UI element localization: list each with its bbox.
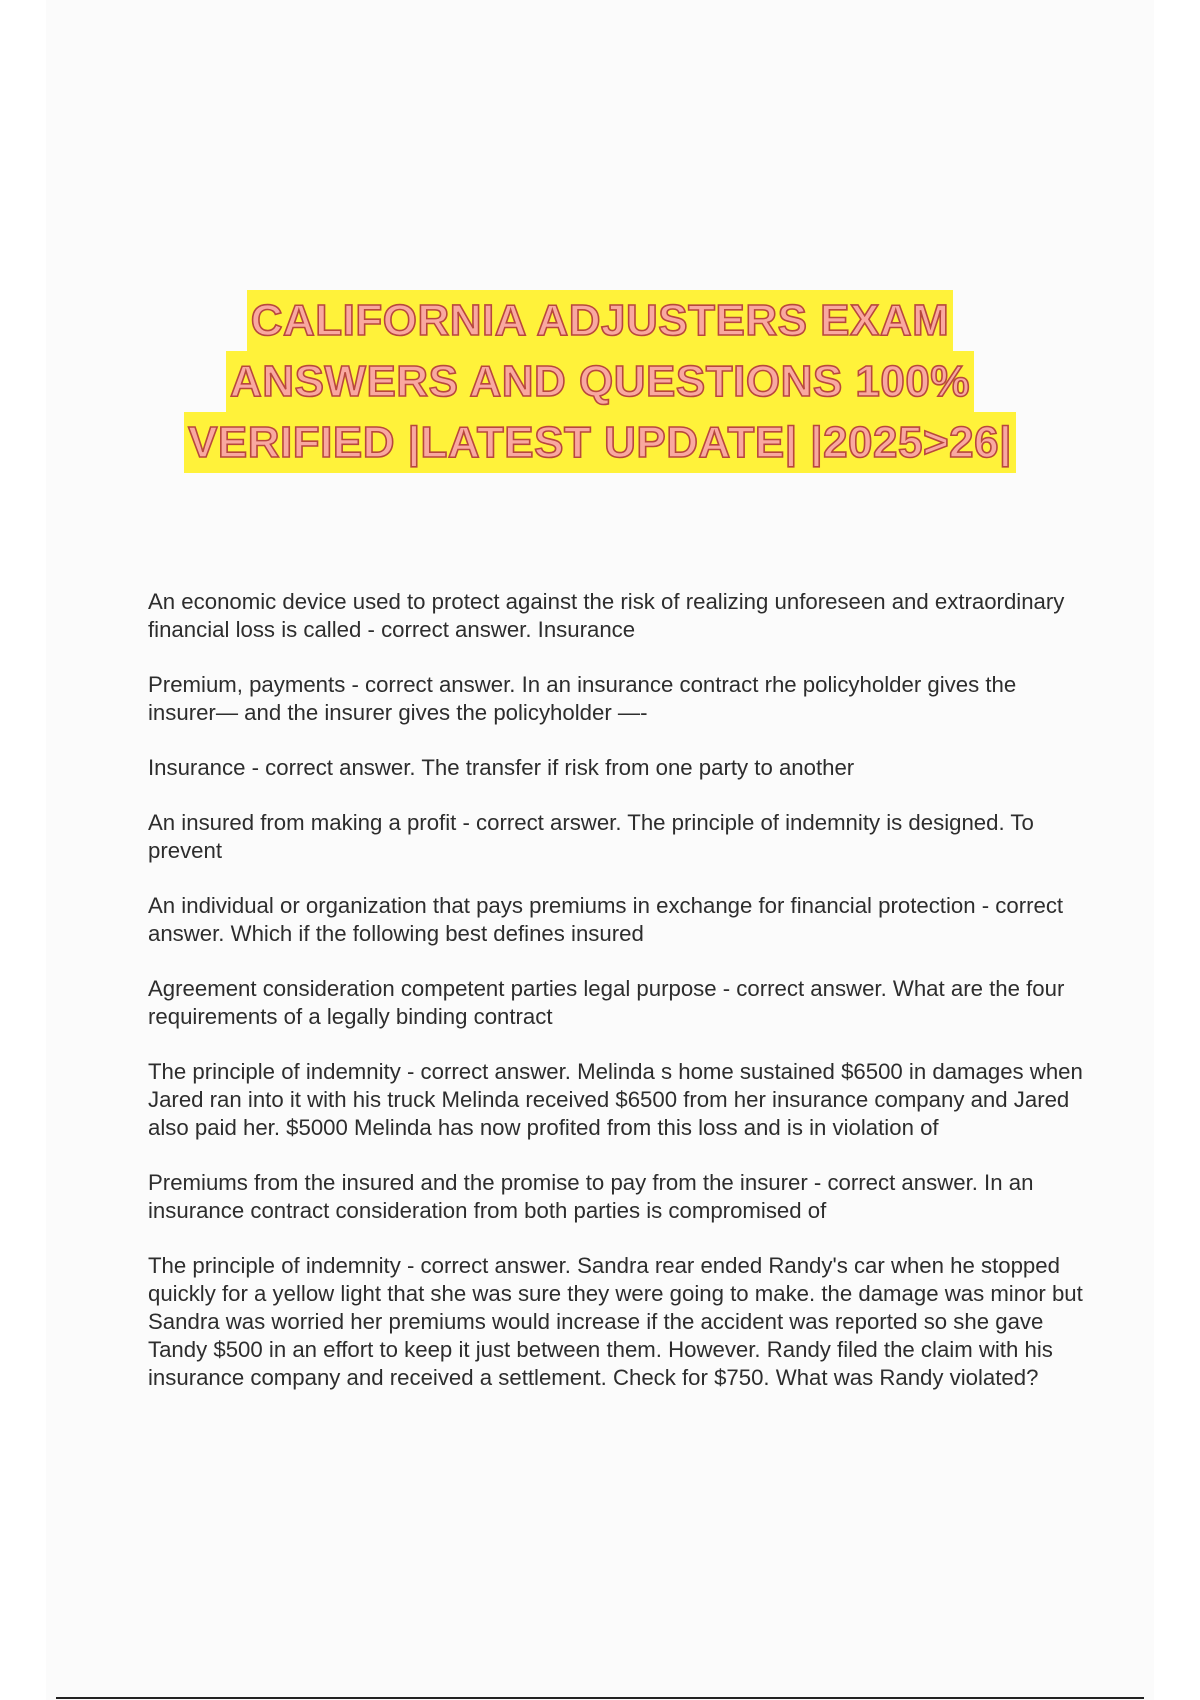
title-line-2: ANSWERS AND QUESTIONS 100%	[226, 351, 974, 412]
qa-item: An insured from making a profit - correct arswer. The principle of indemnity is designed. To prevent	[148, 810, 1034, 863]
document-title	[0, 290, 1200, 473]
qa-item: An economic device used to protect against the risk of realizing unforeseen and extraordinary financial loss is called - correct answer. Insurance	[148, 589, 1065, 642]
qa-item: An individual or organization that pays premiums in exchange for financial protection - correct answer. Which if the following best defines insured	[148, 893, 1064, 946]
qa-item: Premiums from the insured and the promise to pay from the insurer - correct answer. In an insurance contract consideration from both parties is compromised of	[148, 1170, 1034, 1223]
qa-item: Premium, payments - correct answer. In an insurance contract rhe policyholder gives the insurer— and the insurer gives the policyholder —-	[148, 672, 1017, 725]
qa-item: The principle of indemnity - correct answer. Sandra rear ended Randy's car when he stopped quickly for a yellow light that she was sure they were going to make. the damage was minor but Sandra was worried her premiums would increase if the accident was reported so she gave Tandy $500 in an effort to keep it just between them. However. Randy filed the claim with his insurance company and received a settlement. Check for $750. What was Randy violated?	[148, 1253, 1083, 1390]
qa-item: Insurance - correct answer. The transfer if risk from one party to another	[148, 755, 855, 780]
qa-item: The principle of indemnity - correct answer. Melinda s home sustained $6500 in damages when Jared ran into it with his truck Melinda received $6500 from her insurance company and Jared also paid her. $5000 Melinda has now profited from this loss and is in violation of	[148, 1059, 1083, 1140]
footer-divider	[56, 1697, 1144, 1699]
qa-item: Agreement consideration competent parties legal purpose - correct answer. What are the four requirements of a legally binding contract	[148, 976, 1065, 1029]
qa-list	[148, 588, 1088, 1419]
title-line-1: CALIFORNIA ADJUSTERS EXAM	[247, 290, 954, 351]
title-line-3: VERIFIED |LATEST UPDATE| |2025>26|	[184, 412, 1016, 473]
